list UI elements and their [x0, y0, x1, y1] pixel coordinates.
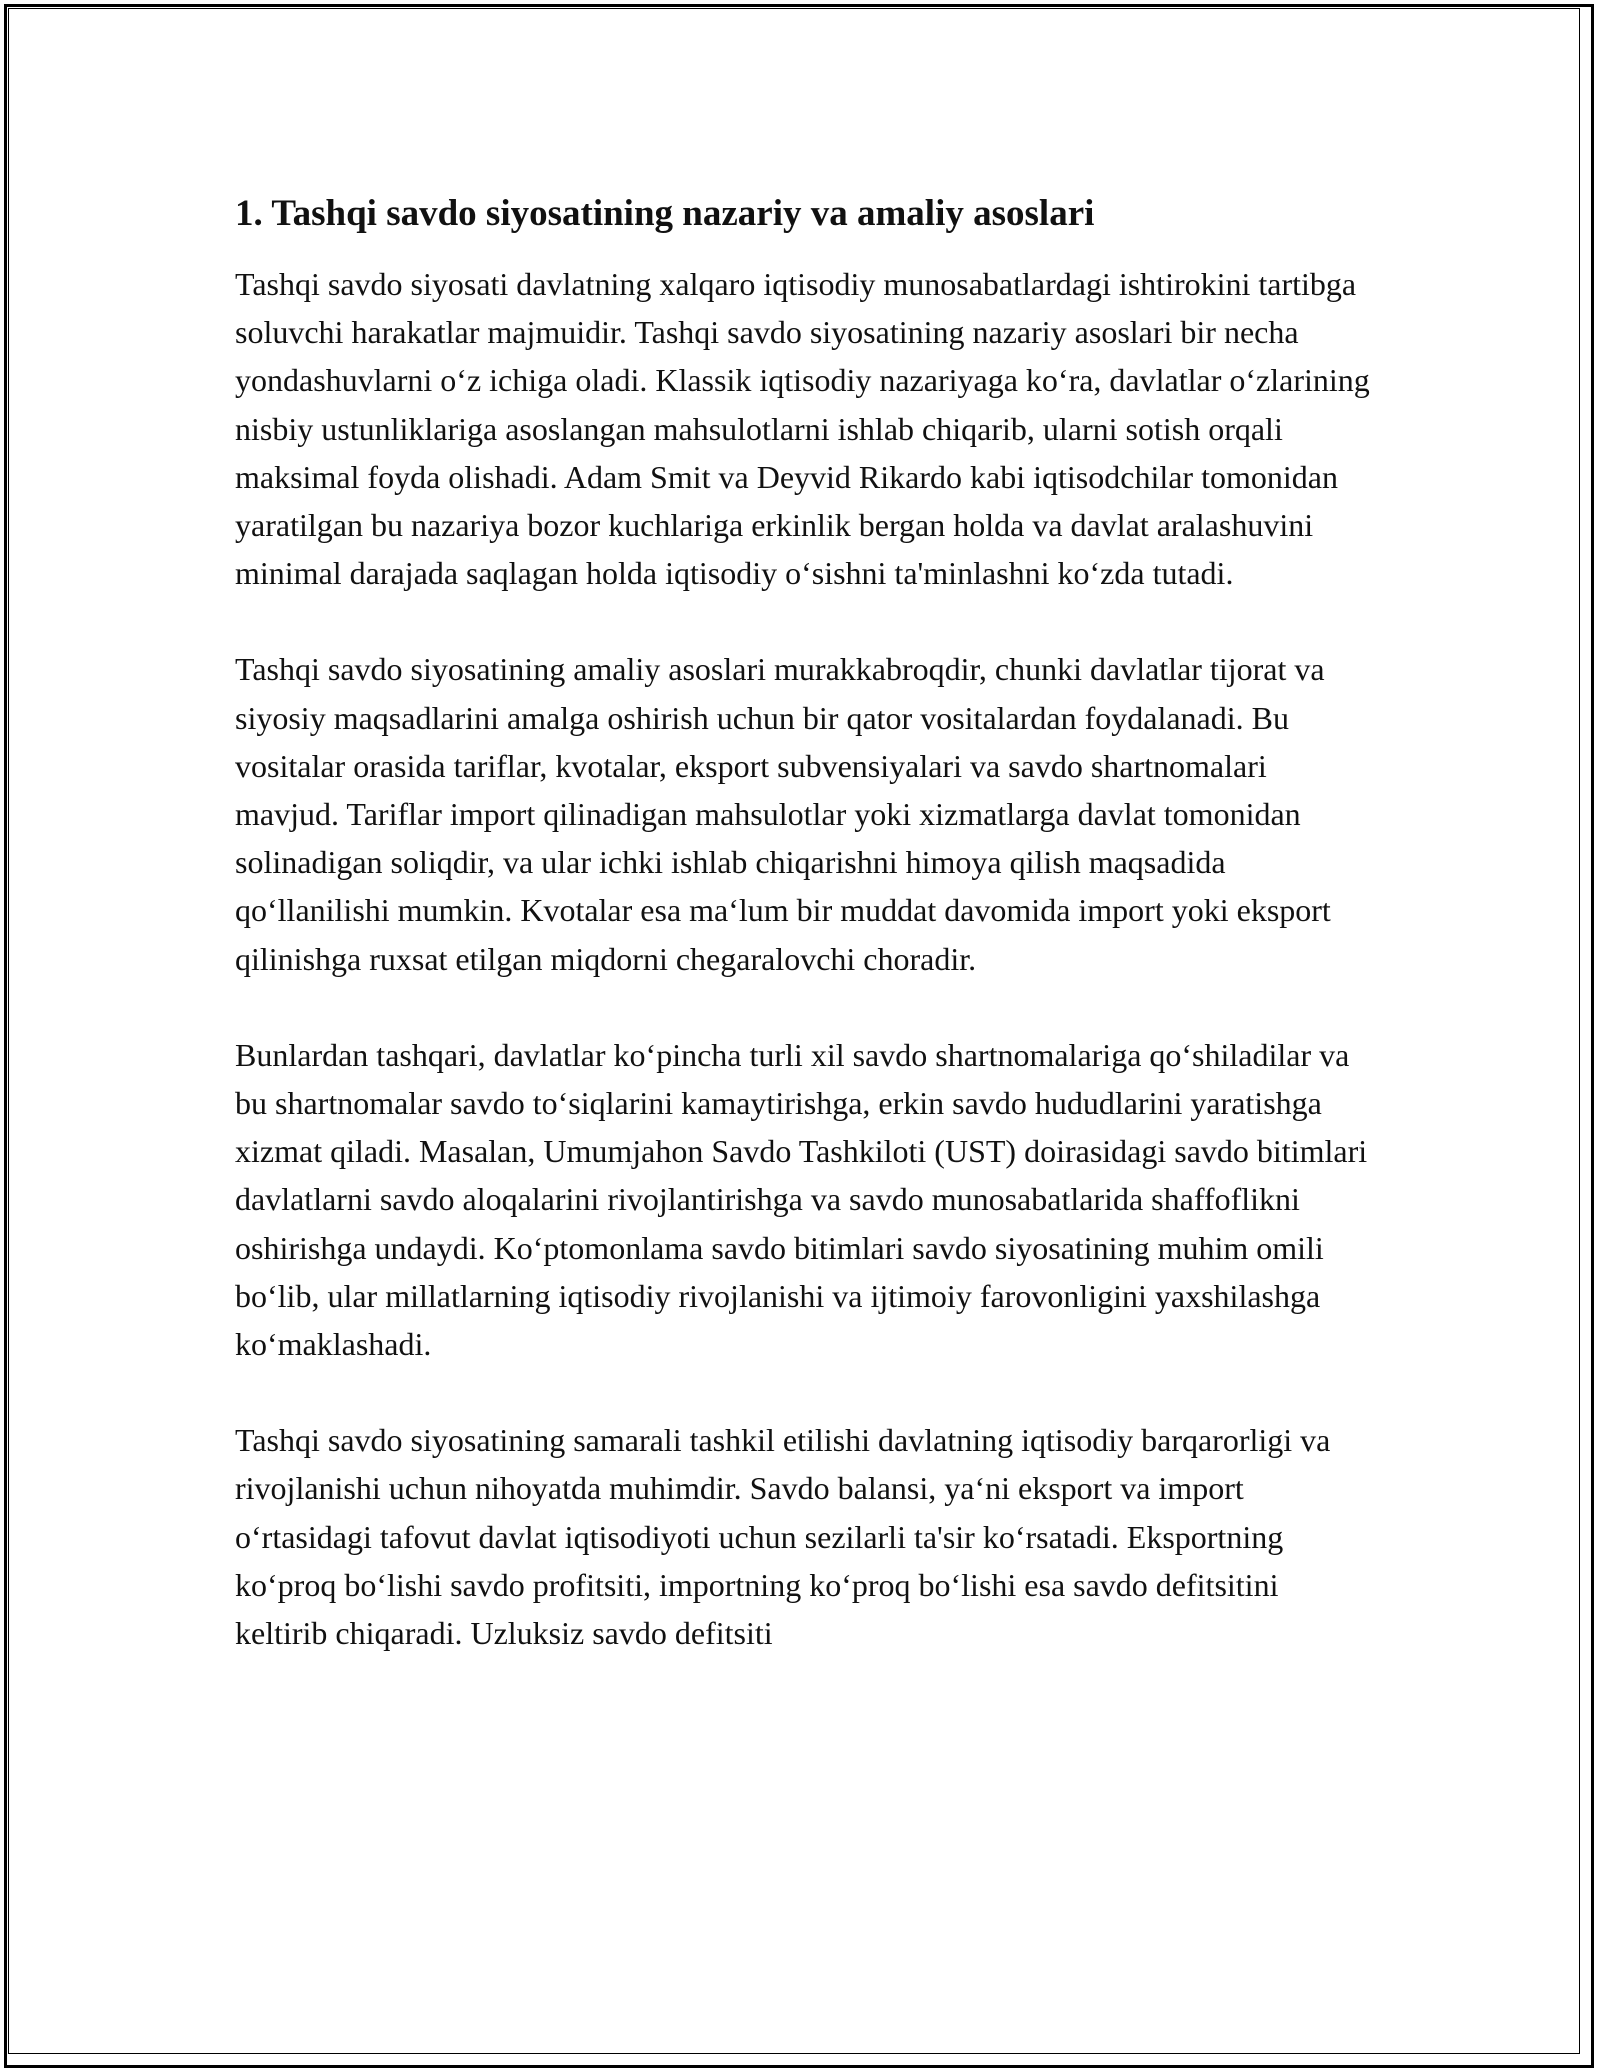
document-body [235, 186, 1375, 1705]
paragraph-1: Tashqi savdo siyosati davlatning xalqaro iqtisodiy munosabatlardagi ishtirokini tartibga soluvchi harakatlar majmuidir. Tashqi savdo siyosatining nazariy asoslari bir necha yondashuvlarni o‘z ichiga oladi. Klassik iqtisodiy nazariyaga ko‘ra, davlatlar o‘zlarining nisbiy ustunliklariga asoslangan mahsulotlarni ishlab chiqarib, ularni sotish orqali maksimal foyda olishadi. Adam Smit va Deyvid Rikardo kabi iqtisodchilar tomonidan yaratilgan bu nazariya bozor kuchlariga erkinlik bergan holda va davlat aralashuvini minimal darajada saqlagan holda iqtisodiy o‘sishni ta'minlashni ko‘zda tutadi. [235, 266, 1370, 592]
section-heading: 1. Tashqi savdo siyosatining nazariy va amaliy asoslari [235, 193, 1095, 234]
paragraph-2: Tashqi savdo siyosatining amaliy asoslari murakkabroqdir, chunki davlatlar tijorat va siyosiy maqsadlarini amalga oshirish uchun bir qator vositalardan foydalanadi. Bu vositalar orasida tariflar, kvotalar, eksport subvensiyalari va savdo shartnomalari mavjud. Tariflar import qilinadigan mahsulotlar yoki xizmatlarga davlat tomonidan solinadigan soliqdir, va ular ichki ishlab chiqarishni himoya qilish maqsadida qo‘llanilishi mumkin. Kvotalar esa ma‘lum bir muddat davomida import yoki eksport qilinishga ruxsat etilgan miqdorni chegaralovchi choradir. [235, 651, 1331, 977]
paragraph-3: Bunlardan tashqari, davlatlar ko‘pincha turli xil savdo shartnomalariga qo‘shiladilar va bu shartnomalar savdo to‘siqlarini kamaytirishga, erkin savdo hududlarini yaratishga xizmat qiladi. Masalan, Umumjahon Savdo Tashkiloti (UST) doirasidagi savdo bitimlari davlatlarni savdo aloqalarini rivojlantirishga va savdo munosabatlarida shaffoflikni oshirishga undaydi. Ko‘ptomonlama savdo bitimlari savdo siyosatining muhim omili bo‘lib, ular millatlarning iqtisodiy rivojlanishi va ijtimoiy farovonligini yaxshilashga ko‘maklashadi. [235, 1036, 1368, 1363]
paragraph-4: Tashqi savdo siyosatining samarali tashkil etilishi davlatning iqtisodiy barqarorligi va rivojlanishi uchun nihoyatda muhimdir. Savdo balansi, ya‘ni eksport va import o‘rtasidagi tafovut davlat iqtisodiyoti uchun sezilarli ta'sir ko‘rsatadi. Eksportning ko‘proq bo‘lishi savdo profitsiti, importning ko‘proq bo‘lishi esa savdo defitsitini keltirib chiqaradi. Uzluksiz savdo defitsiti [235, 1422, 1331, 1652]
